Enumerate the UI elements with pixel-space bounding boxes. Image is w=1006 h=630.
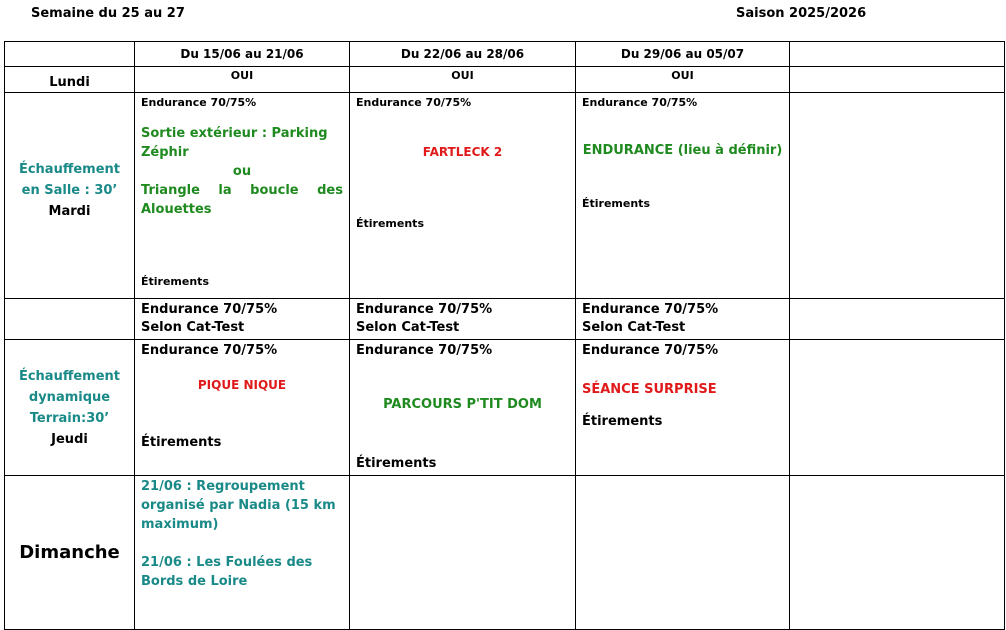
stretch-label: Étirements [582,414,663,429]
cell-mercredi-week3 [576,299,790,340]
cat-test-note: Selon Cat-Test [356,320,460,335]
session-main: SÉANCE SURPRISE [582,382,717,397]
cell-mercredi-week1 [135,299,350,340]
cell-dimanche-week1 [135,476,350,630]
cell-mardi-week1 [135,93,350,299]
warmup-jeudi: Échauffement dynamique Terrain:30’ [18,368,121,426]
cell-mercredi-week2 [350,299,576,340]
cell-mardi-week3 [576,93,790,299]
table-header-row [5,42,1005,67]
empty-cell [790,476,1005,630]
day-label-lundi: Lundi [5,67,135,93]
day-label-mardi: Mardi [48,204,91,219]
session-main: PARCOURS P'TIT DOM [383,397,542,412]
stretch-label: Étirements [141,275,209,288]
column-header: Du 22/06 au 28/06 [350,42,576,67]
cell-jeudi-week1 [135,340,350,476]
stretch-label: Étirements [582,197,650,210]
session-or: ou [232,164,252,179]
intensity-label: Endurance 70/75% [141,302,278,317]
stretch-label: Étirements [141,435,222,450]
session-main: FARTLECK 2 [422,145,503,159]
week-title: Semaine du 25 au 27 [31,6,185,21]
intensity-label: Endurance 70/75% [141,96,257,109]
row-mardi [5,93,1005,299]
session-main: PIQUE NIQUE [197,378,287,392]
cell-oui: OUI [135,67,350,93]
empty-cell [576,476,790,630]
day-label-cell-jeudi [5,340,135,476]
intensity-label: Endurance 70/75% [356,96,472,109]
day-label-cell-mardi [5,93,135,299]
empty-cell [790,340,1005,476]
empty-cell [350,476,576,630]
cell-oui: OUI [576,67,790,93]
intensity-label: Endurance 70/75% [582,343,719,358]
season-title: Saison 2025/2026 [736,6,867,21]
row-mercredi [5,299,1005,340]
stretch-label: Étirements [356,217,424,230]
column-header [790,42,1005,67]
cell-jeudi-week2 [350,340,576,476]
cell-mardi-week2 [350,93,576,299]
intensity-label: Endurance 70/75% [582,302,719,317]
session-location-alt: Triangle la boucle des Alouettes [141,183,343,217]
empty-cell [790,93,1005,299]
day-label-jeudi: Jeudi [51,431,88,447]
session-main: ENDURANCE (lieu à définir) [582,143,783,158]
intensity-label: Endurance 70/75% [582,96,698,109]
empty-cell [790,67,1005,93]
corner-cell [5,42,135,67]
row-lundi [5,67,1005,93]
cat-test-note: Selon Cat-Test [141,320,245,335]
event-foulees: 21/06 : Les Foulées des Bords de Loire [141,555,313,589]
training-schedule-table [4,41,1005,630]
session-location: Sortie extérieur : Parking Zéphir [141,126,328,160]
intensity-label: Endurance 70/75% [356,302,493,317]
day-label-cell-empty [5,299,135,340]
intensity-label: Endurance 70/75% [141,343,278,358]
row-jeudi [5,340,1005,476]
warmup-mardi: Échauffement en Salle : 30’ [18,162,121,198]
cell-jeudi-week3 [576,340,790,476]
cell-oui: OUI [350,67,576,93]
column-header: Du 15/06 au 21/06 [135,42,350,67]
row-dimanche [5,476,1005,630]
intensity-label: Endurance 70/75% [356,343,493,358]
day-label-dimanche: Dimanche [5,476,135,630]
cat-test-note: Selon Cat-Test [582,320,686,335]
stretch-label: Étirements [356,456,437,471]
column-header: Du 29/06 au 05/07 [576,42,790,67]
event-regroupement: 21/06 : Regroupement organisé par Nadia (15 km maximum) [141,479,336,532]
empty-cell [790,299,1005,340]
